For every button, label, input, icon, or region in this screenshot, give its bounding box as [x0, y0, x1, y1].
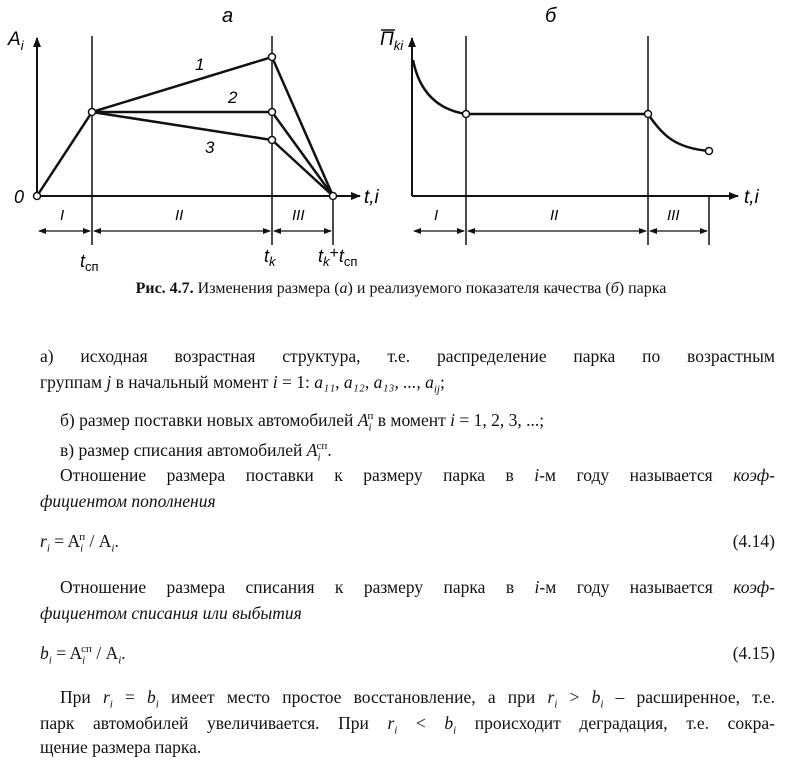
- var-A: A: [357, 409, 369, 430]
- para-text: Отношение размера поставки к размеру парка в: [60, 465, 535, 485]
- var-sup: п: [367, 410, 374, 422]
- eq-text: / A: [91, 643, 119, 663]
- panel-b-period-3: III: [667, 207, 680, 224]
- panel-a-x-label: t,i: [364, 187, 379, 208]
- var-sub: i: [368, 421, 372, 434]
- para-text: >: [557, 687, 592, 707]
- figure-caption: [0, 280, 802, 298]
- para-text: =: [112, 687, 148, 707]
- para-text: <: [397, 713, 445, 733]
- panel-a-point: [34, 193, 41, 200]
- list-item-a-line1: [40, 344, 775, 369]
- caption-text: ) и реализуемого показателя качества (: [347, 280, 611, 297]
- panel-b-point: [645, 111, 652, 118]
- var-b: b: [147, 687, 156, 707]
- var-i: i: [534, 577, 540, 597]
- eq-sub: i: [118, 654, 122, 667]
- paragraph-1-line2: [40, 489, 775, 514]
- panel-a-point: [330, 193, 337, 200]
- var-i: i: [534, 465, 540, 485]
- caption-label: Рис. 4.7.: [135, 280, 194, 297]
- sequence: a₁₁, a₁₂, a₁₃, ..., a: [314, 372, 434, 392]
- var-i: i: [450, 409, 455, 430]
- var-r: r: [547, 687, 555, 707]
- var-sub: i: [600, 698, 604, 711]
- panel-a-point: [269, 54, 276, 61]
- list-text: ;: [440, 372, 445, 392]
- eq-sub: i: [82, 654, 86, 667]
- panel-b-label: б: [545, 5, 557, 27]
- list-item-a-line2: [40, 370, 775, 403]
- term: фициентом пополнения: [40, 491, 216, 511]
- panel-a-period-2: II: [175, 207, 184, 224]
- panel-a-point: [269, 137, 276, 144]
- panel-a-tick-tk-tsp: $t_k+t_{сп}$: [318, 245, 358, 269]
- para-text: – расширенное, т.е.: [603, 687, 775, 707]
- panel-a-curve-label-1: 1: [195, 55, 205, 74]
- eq-text: = A: [49, 531, 81, 551]
- caption-a: а: [339, 280, 348, 297]
- para-text: щение размера парка.: [40, 737, 202, 757]
- list-text: а) исходная возрастная структура, т.е. распределение парка по возрастным: [40, 346, 775, 366]
- var-sup: сп: [316, 440, 328, 452]
- panel-b-point: [463, 111, 470, 118]
- var-r: r: [102, 687, 110, 707]
- eq-sup: п: [79, 531, 86, 544]
- equation-4-14: [40, 531, 775, 555]
- term: коэф-: [733, 577, 776, 597]
- panel-b-period-1: I: [434, 207, 439, 224]
- list-text: группам: [40, 372, 107, 392]
- panel-a-curve-1: [92, 57, 333, 196]
- eq-sub: i: [46, 542, 50, 555]
- term: фициентом списания или выбытия: [40, 603, 302, 623]
- var-j: j: [106, 372, 112, 392]
- paragraph-3-line3: [40, 735, 775, 760]
- panel-b-quality-curve: [413, 60, 709, 151]
- panel-a-curve-label-3: 3: [205, 138, 215, 157]
- panel-a-point: [89, 109, 96, 116]
- panel-a-label: а: [222, 5, 234, 27]
- para-text: -м году называется: [539, 577, 734, 597]
- list-text: в начальный момент: [111, 372, 273, 392]
- eq-text: / A: [85, 531, 112, 551]
- var-sub: i: [155, 698, 159, 711]
- eq-text: .: [121, 643, 126, 663]
- equation-4-15: [40, 643, 775, 667]
- para-text: При: [60, 687, 103, 707]
- list-text: .: [327, 439, 332, 460]
- var-b: b: [591, 687, 601, 707]
- list-text: = 1, 2, 3, ...;: [455, 409, 545, 430]
- panel-a-rise-line: [37, 112, 92, 196]
- sequence-sub: ij: [433, 383, 440, 396]
- panel-a: [7, 5, 380, 274]
- para-text: -м году называется: [539, 465, 734, 485]
- panel-b: [380, 5, 760, 245]
- eq-lhs: b: [40, 643, 49, 663]
- panel-a-period-1: I: [60, 207, 65, 224]
- var-A: A: [306, 439, 318, 460]
- para-text: имеет место простое восстановление, а при: [158, 687, 548, 707]
- var-sub: i: [317, 451, 321, 464]
- panel-a-tick-tsp: $t_{сп}$: [80, 251, 99, 274]
- caption-text: ) парка: [618, 280, 667, 297]
- var-sub: i: [109, 698, 113, 711]
- eq-sub: i: [48, 654, 52, 667]
- equation-number: (4.14): [732, 531, 775, 551]
- panel-a-curve-label-2: 2: [228, 88, 238, 107]
- paragraph-2-line2: [40, 601, 775, 626]
- panel-a-period-3: III: [292, 207, 305, 224]
- var-sub: i: [554, 698, 558, 711]
- panel-b-x-label: t,i: [744, 187, 759, 208]
- eq-sub: i: [80, 542, 84, 555]
- para-text: происходит деградация, т.е. сокра-: [456, 713, 776, 733]
- var-sub: i: [394, 724, 398, 737]
- var-b: b: [444, 713, 454, 733]
- var-i: i: [272, 372, 278, 392]
- var-sub: i: [453, 724, 457, 737]
- para-text: парк автомобилей увеличивается. При: [40, 713, 388, 733]
- list-text: в) размер списания автомобилей: [60, 439, 307, 460]
- term: коэф-: [733, 465, 775, 485]
- para-text: Отношение размера списания к размеру парка в: [60, 577, 535, 597]
- eq-sub: i: [111, 542, 115, 555]
- equation-number: (4.15): [732, 643, 775, 663]
- paragraph-1-line1: [40, 463, 775, 488]
- panel-a-y-label: $A_i$: [8, 29, 24, 53]
- eq-lhs: r: [40, 531, 47, 551]
- eq-text: .: [114, 531, 119, 551]
- caption-b: б: [610, 280, 619, 297]
- panel-a-origin: 0: [14, 187, 25, 207]
- panel-b-y-label: $П_{ki}$: [380, 29, 404, 53]
- list-text: б) размер поставки новых автомобилей: [60, 409, 358, 430]
- paragraph-2-line1: [40, 575, 775, 600]
- panel-b-period-2: II: [550, 207, 559, 224]
- figure-4-7: [0, 0, 802, 275]
- list-text: = 1:: [277, 372, 315, 392]
- panel-b-point: [706, 148, 713, 155]
- list-text: в момент: [373, 409, 451, 430]
- panel-a-tick-tk: $t_k$: [264, 246, 276, 269]
- panel-a-point: [269, 109, 276, 116]
- caption-text: Изменения размера (: [193, 280, 340, 297]
- var-r: r: [387, 713, 395, 733]
- eq-text: = A: [51, 643, 83, 663]
- eq-sup: сп: [81, 643, 92, 656]
